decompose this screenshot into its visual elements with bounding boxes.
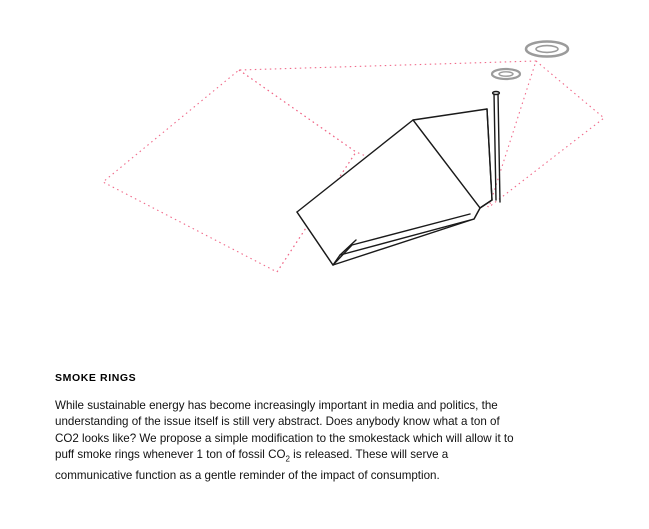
caption-body (55, 398, 525, 484)
smoke-ring-upper (526, 42, 568, 57)
power-plant-building (297, 109, 492, 265)
smokestack (493, 92, 500, 203)
caption-subscript: 2 (285, 454, 290, 464)
caption-text-part2: is released. These will serve a communicative function as a gentle reminder of the impact of consumption. (55, 448, 449, 482)
caption-text-part1: While sustainable energy has become increasingly important in media and politics, the understanding of the issue itself is still very abstract. Does anybody know what a ton of CO2 looks like? We propose a simple modification to the smokestack which will allow it to puff smoke rings whenever 1 ton of fossil CO (55, 399, 514, 462)
caption-block (55, 372, 525, 484)
smoke-ring-lower (492, 69, 520, 79)
caption-title: SMOKE RINGS (55, 372, 137, 384)
